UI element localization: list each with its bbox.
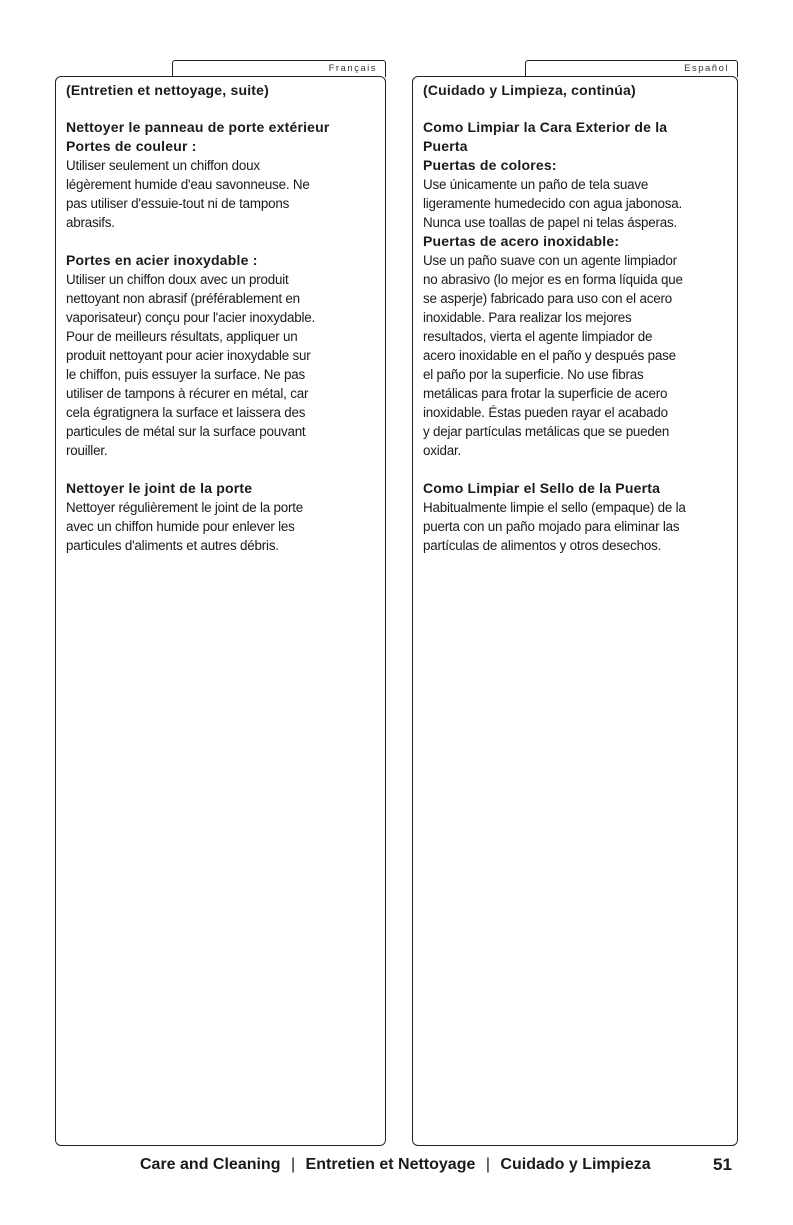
paragraph-line: y dejar partículas metálicas que se pueden (423, 424, 670, 439)
footer-separator: | (290, 1156, 296, 1173)
paragraph-line: légèrement humide d'eau savonneuse. Ne (66, 177, 310, 192)
door-exterior-heading: Nettoyer le panneau de porte extérieur (66, 119, 330, 135)
paragraph-line: pas utiliser d'essuie-tout ni de tampons (66, 196, 290, 211)
door-exterior-heading: Como Limpiar la Cara Exterior de la (423, 119, 668, 135)
footer-separator: | (485, 1156, 490, 1173)
door-seal-heading: Nettoyer le joint de la porte (66, 480, 253, 496)
paragraph-line: el paño por la superficie. No use fibras (423, 367, 644, 382)
paragraph-line: Use un paño suave con un agente limpiador (423, 253, 677, 268)
language-tab-spanish (525, 60, 738, 77)
paragraph-line: Nettoyer régulièrement le joint de la porte (66, 500, 304, 515)
colored-doors-heading: Portes de couleur : (66, 138, 197, 154)
paragraph-line: avec un chiffon humide pour enlever les (66, 519, 295, 534)
page-footer (140, 1154, 740, 1176)
paragraph-line: Use únicamente un paño de tela suave (423, 177, 649, 192)
paragraph-line: cela égratignera la surface et laissera des (66, 405, 306, 420)
paragraph-line: particules d'aliments et autres débris. (66, 538, 279, 553)
page-number: 51 (713, 1155, 732, 1174)
paragraph-line: puerta con un paño mojado para eliminar las (423, 519, 680, 534)
door-exterior-heading: Puerta (423, 138, 468, 154)
footer-english-title: Care and Cleaning (140, 1156, 281, 1173)
paragraph-line: particules de métal sur la surface pouvant (66, 424, 306, 439)
paragraph-line: utiliser de tampons à récurer en métal, car (66, 386, 309, 401)
paragraph-line: Habitualmente limpie el sello (empaque) de la (423, 500, 686, 515)
footer-spanish-title: Cuidado y Limpieza (500, 1156, 651, 1173)
stainless-doors-heading: Portes en acier inoxydable : (66, 252, 258, 268)
stainless-doors-heading: Puertas de acero inoxidable: (423, 233, 620, 249)
language-tab-label: Français (328, 63, 377, 74)
paragraph-line: nettoyant non abrasif (préférablement en (66, 291, 300, 306)
paragraph-line: metálicas para frotar la superficie de acero (423, 386, 668, 401)
paragraph-line: abrasifs. (66, 215, 115, 230)
paragraph-line: inoxidable. Éstas pueden rayar el acabado (423, 405, 668, 420)
paragraph-line: Pour de meilleurs résultats, appliquer un (66, 329, 298, 344)
paragraph-line: acero inoxidable en el paño y después pase (423, 348, 676, 363)
door-seal-heading: Como Limpiar el Sello de la Puerta (423, 480, 661, 496)
paragraph-line: rouiller. (66, 443, 108, 458)
section-title: (Entretien et nettoyage, suite) (66, 82, 270, 98)
spanish-column (412, 76, 738, 1146)
paragraph-line: inoxidable. Para realizar los mejores (423, 310, 632, 325)
paragraph-line: se asperje) fabricado para uso con el acero (423, 291, 672, 306)
paragraph-line: le chiffon, puis essuyer la surface. Ne pas (66, 367, 306, 382)
paragraph-line: Utiliser seulement un chiffon doux (66, 158, 260, 173)
paragraph-line: oxidar. (423, 443, 462, 458)
paragraph-line: Utiliser un chiffon doux avec un produit (66, 272, 289, 287)
language-tab-label: Español (684, 63, 729, 74)
colored-doors-heading: Puertas de colores: (423, 157, 557, 173)
section-title: (Cuidado y Limpieza, continúa) (423, 82, 636, 98)
paragraph-line: vaporisateur) conçu pour l'acier inoxydable. (66, 310, 316, 325)
paragraph-line: Nunca use toallas de papel ni telas ásperas. (423, 215, 677, 230)
paragraph-line: no abrasivo (lo mejor es en forma líquida que (423, 272, 683, 287)
paragraph-line: produit nettoyant pour acier inoxydable sur (66, 348, 311, 363)
footer-french-title: Entretien et Nettoyage (305, 1156, 476, 1173)
french-column (55, 76, 386, 1146)
paragraph-line: resultados, vierta el agente limpiador de (423, 329, 653, 344)
paragraph-line: ligeramente humedecido con agua jabonosa. (423, 196, 683, 211)
language-tab-french (172, 60, 386, 77)
paragraph-line: partículas de alimentos y otros desechos. (423, 538, 662, 553)
